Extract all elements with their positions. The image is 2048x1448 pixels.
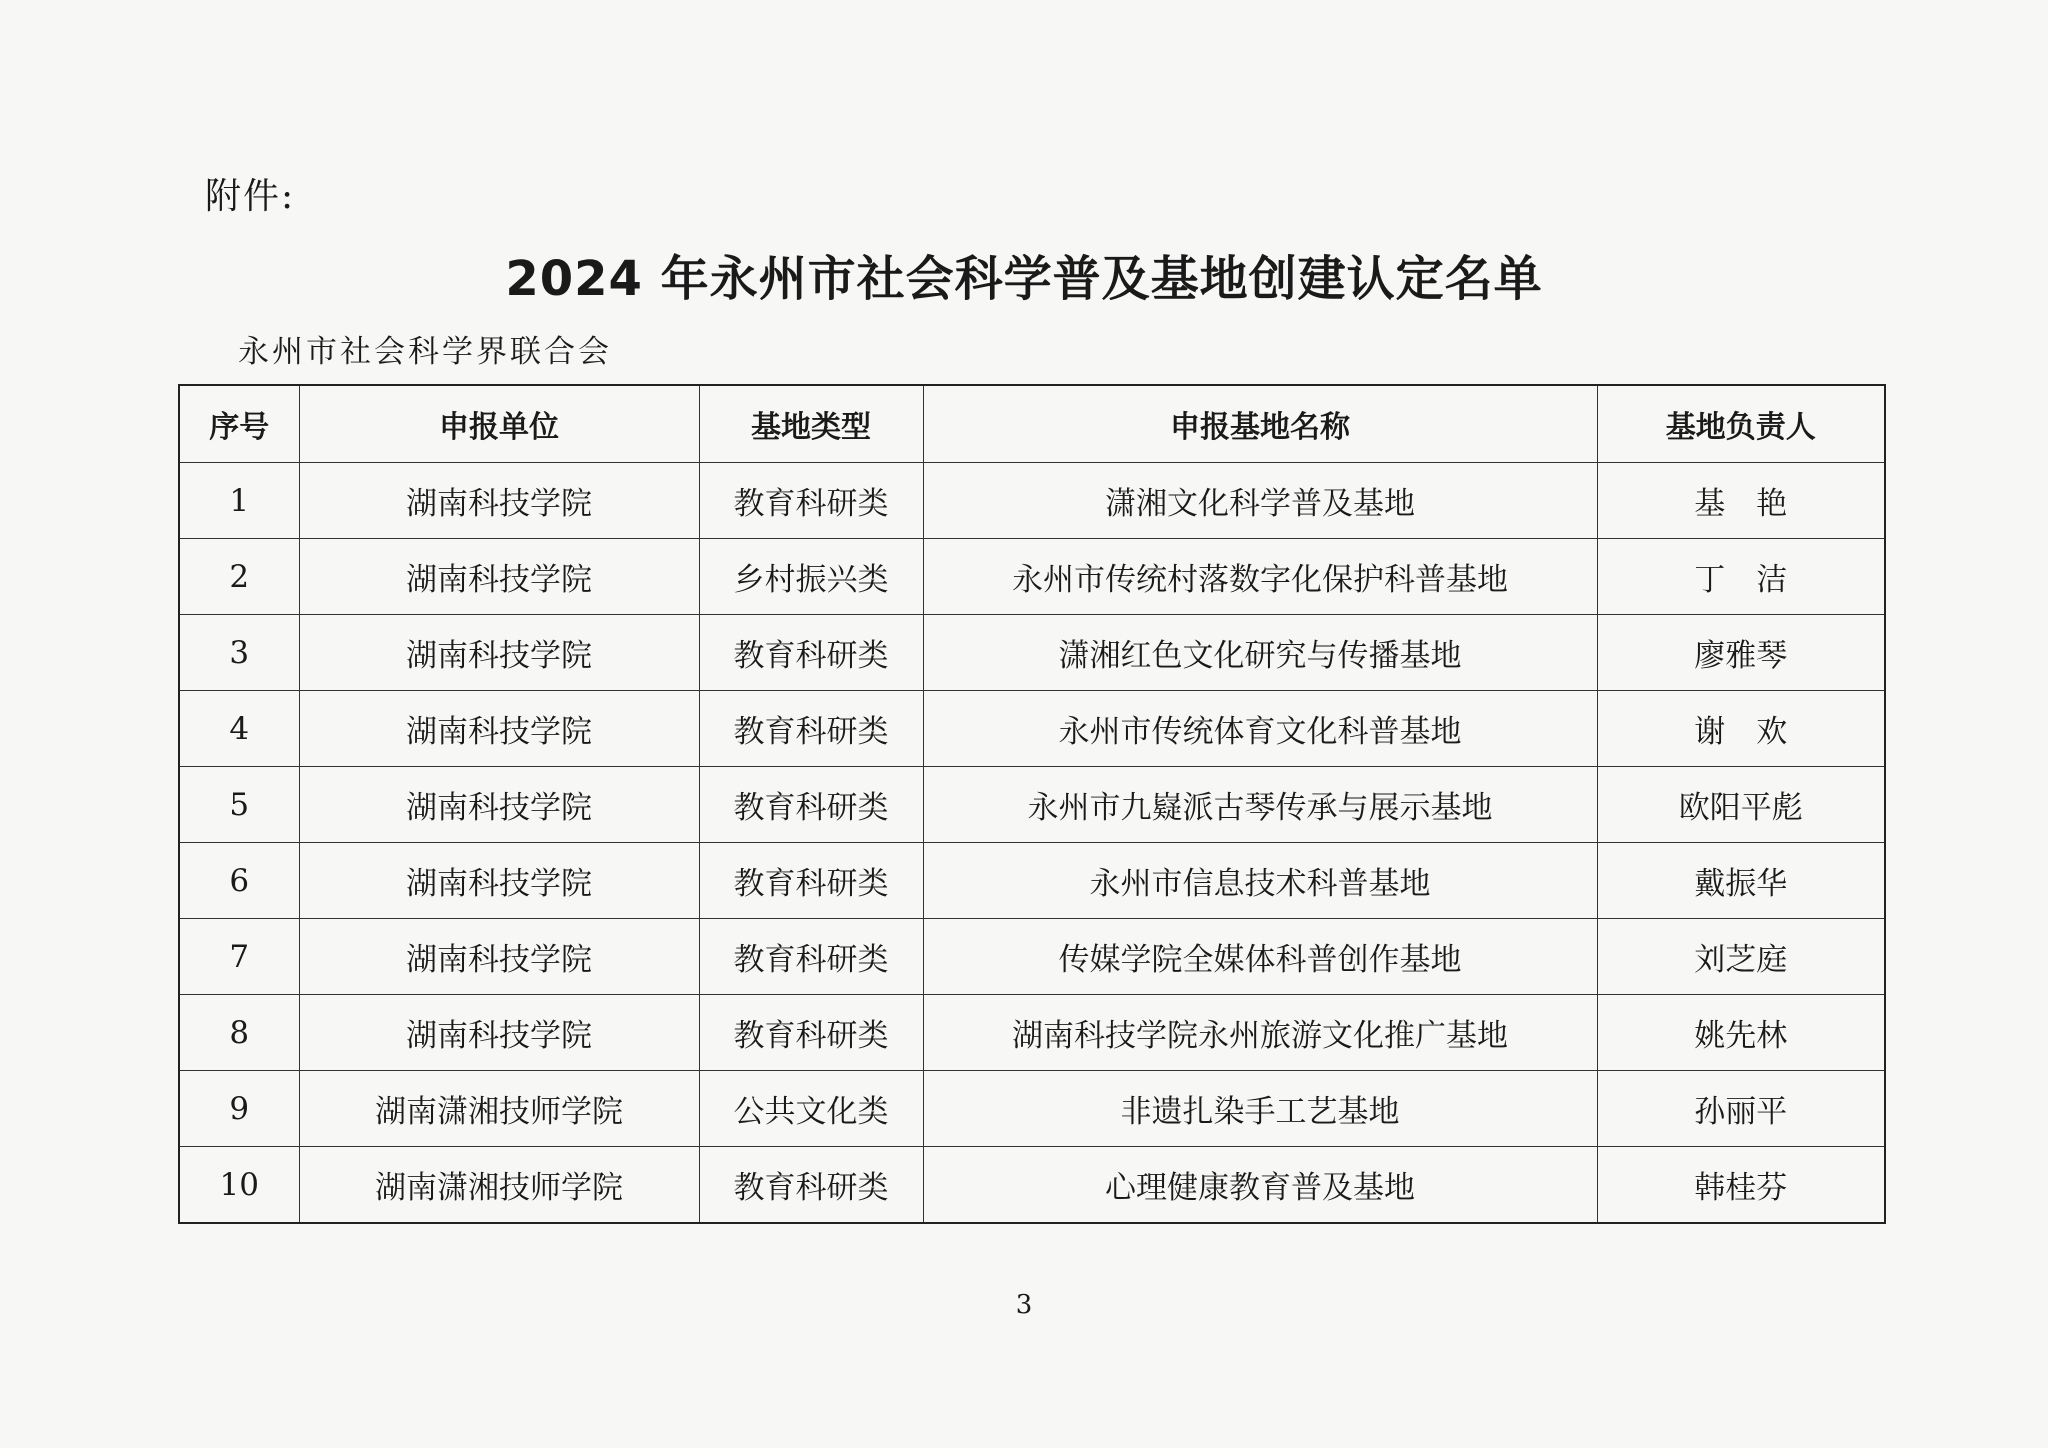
cell-unit: 湖南科技学院 bbox=[299, 767, 699, 843]
header-unit: 申报单位 bbox=[299, 385, 699, 463]
cell-base-name: 心理健康教育普及基地 bbox=[923, 1147, 1597, 1224]
cell-unit: 湖南科技学院 bbox=[299, 691, 699, 767]
cell-unit: 湖南潇湘技师学院 bbox=[299, 1071, 699, 1147]
cell-lead: 戴振华 bbox=[1597, 843, 1885, 919]
cell-unit: 湖南科技学院 bbox=[299, 539, 699, 615]
cell-no: 1 bbox=[179, 463, 299, 539]
cell-type: 教育科研类 bbox=[699, 691, 923, 767]
cell-no: 10 bbox=[179, 1147, 299, 1224]
cell-type: 教育科研类 bbox=[699, 1147, 923, 1224]
header-lead: 基地负责人 bbox=[1597, 385, 1885, 463]
cell-base-name: 湖南科技学院永州旅游文化推广基地 bbox=[923, 995, 1597, 1071]
cell-base-name: 永州市传统体育文化科普基地 bbox=[923, 691, 1597, 767]
cell-base-name: 永州市九嶷派古琴传承与展示基地 bbox=[923, 767, 1597, 843]
cell-no: 6 bbox=[179, 843, 299, 919]
cell-unit: 湖南科技学院 bbox=[299, 463, 699, 539]
cell-type: 教育科研类 bbox=[699, 843, 923, 919]
cell-type: 教育科研类 bbox=[699, 615, 923, 691]
table-row bbox=[179, 615, 1885, 691]
cell-no: 2 bbox=[179, 539, 299, 615]
cell-no: 4 bbox=[179, 691, 299, 767]
cell-lead: 姚先林 bbox=[1597, 995, 1885, 1071]
cell-type: 教育科研类 bbox=[699, 463, 923, 539]
cell-no: 3 bbox=[179, 615, 299, 691]
cell-lead: 丁 洁 bbox=[1597, 539, 1885, 615]
table-row bbox=[179, 1147, 1885, 1224]
cell-type: 乡村振兴类 bbox=[699, 539, 923, 615]
cell-type: 教育科研类 bbox=[699, 919, 923, 995]
cell-type: 教育科研类 bbox=[699, 767, 923, 843]
cell-type: 公共文化类 bbox=[699, 1071, 923, 1147]
cell-lead: 谢 欢 bbox=[1597, 691, 1885, 767]
cell-type: 教育科研类 bbox=[699, 995, 923, 1071]
cell-base-name: 潇湘文化科学普及基地 bbox=[923, 463, 1597, 539]
cell-lead: 基 艳 bbox=[1597, 463, 1885, 539]
cell-lead: 韩桂芬 bbox=[1597, 1147, 1885, 1224]
cell-no: 5 bbox=[179, 767, 299, 843]
table-header-row bbox=[179, 385, 1885, 463]
table-row bbox=[179, 463, 1885, 539]
cell-base-name: 非遗扎染手工艺基地 bbox=[923, 1071, 1597, 1147]
cell-no: 7 bbox=[179, 919, 299, 995]
page-number: 3 bbox=[1015, 1290, 1033, 1320]
cell-base-name: 永州市传统村落数字化保护科普基地 bbox=[923, 539, 1597, 615]
cell-unit: 湖南科技学院 bbox=[299, 919, 699, 995]
cell-base-name: 传媒学院全媒体科普创作基地 bbox=[923, 919, 1597, 995]
header-no: 序号 bbox=[179, 385, 299, 463]
organization-name: 永州市社会科学界联合会 bbox=[238, 334, 612, 370]
cell-lead: 欧阳平彪 bbox=[1597, 767, 1885, 843]
cell-base-name: 潇湘红色文化研究与传播基地 bbox=[923, 615, 1597, 691]
cell-lead: 刘芝庭 bbox=[1597, 919, 1885, 995]
header-base-name: 申报基地名称 bbox=[923, 385, 1597, 463]
cell-unit: 湖南潇湘技师学院 bbox=[299, 1147, 699, 1224]
document-title: 2024 年永州市社会科学普及基地创建认定名单 bbox=[505, 251, 1543, 307]
cell-unit: 湖南科技学院 bbox=[299, 995, 699, 1071]
cell-base-name: 永州市信息技术科普基地 bbox=[923, 843, 1597, 919]
attachment-label: 附件: bbox=[205, 176, 296, 217]
table-row bbox=[179, 919, 1885, 995]
table-row bbox=[179, 767, 1885, 843]
roster-table bbox=[178, 384, 1886, 1224]
table-row bbox=[179, 539, 1885, 615]
cell-unit: 湖南科技学院 bbox=[299, 843, 699, 919]
header-type: 基地类型 bbox=[699, 385, 923, 463]
cell-lead: 孙丽平 bbox=[1597, 1071, 1885, 1147]
cell-unit: 湖南科技学院 bbox=[299, 615, 699, 691]
cell-no: 9 bbox=[179, 1071, 299, 1147]
cell-no: 8 bbox=[179, 995, 299, 1071]
table-row bbox=[179, 843, 1885, 919]
table-row bbox=[179, 995, 1885, 1071]
cell-lead: 廖雅琴 bbox=[1597, 615, 1885, 691]
table-row bbox=[179, 691, 1885, 767]
table-row bbox=[179, 1071, 1885, 1147]
